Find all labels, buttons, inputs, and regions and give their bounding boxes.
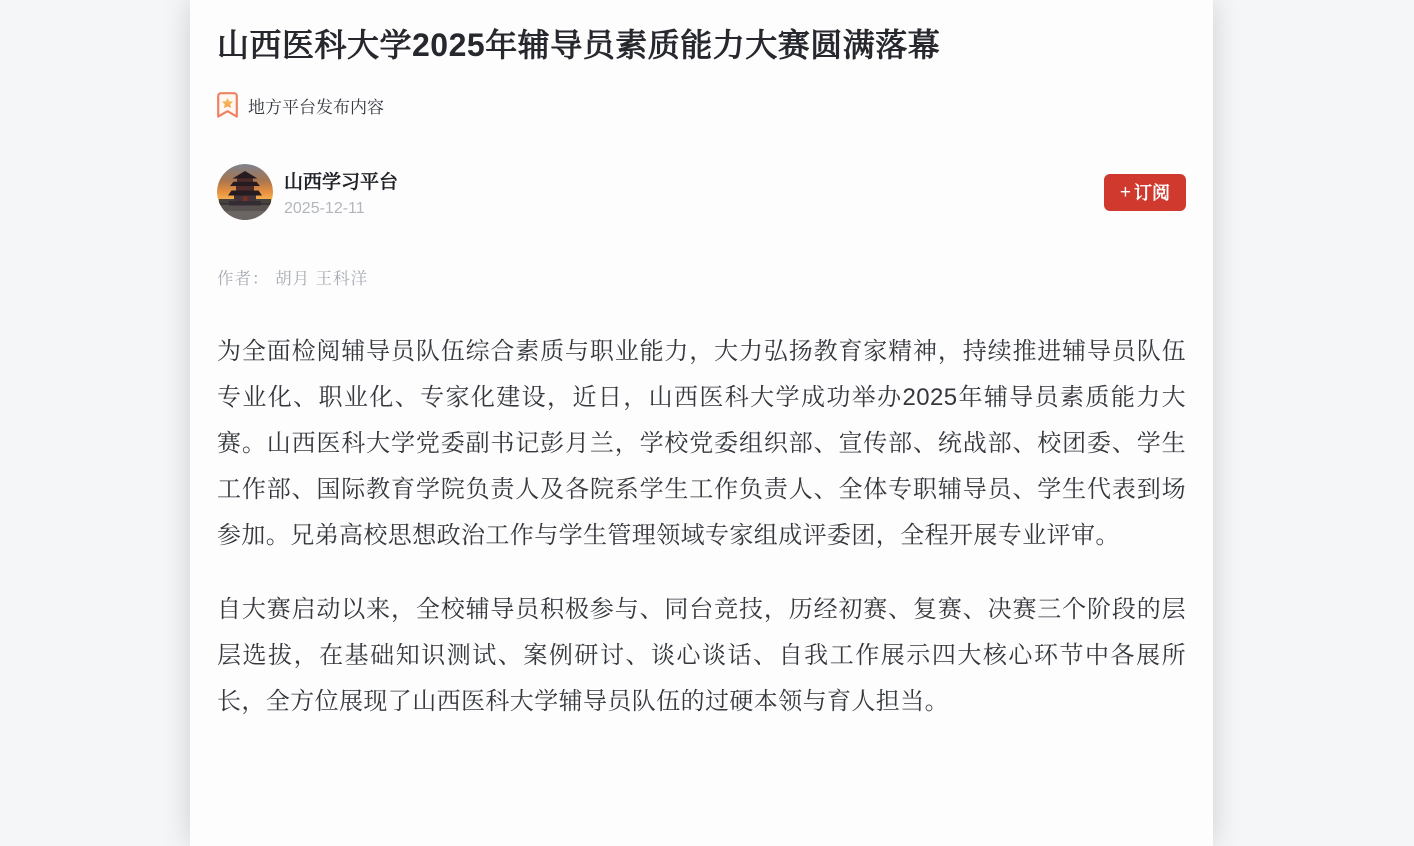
bookmark-star-icon xyxy=(217,92,238,118)
source-badge-label: 地方平台发布内容 xyxy=(248,97,384,117)
publisher-row xyxy=(217,164,1186,220)
publisher-name[interactable]: 山西学习平台 xyxy=(284,171,399,193)
publisher-avatar[interactable] xyxy=(217,164,273,220)
publisher-meta xyxy=(284,167,398,218)
article-title: 山西医科大学2025年辅导员素质能力大赛圆满落幕 xyxy=(217,27,941,63)
plus-icon: + xyxy=(1119,181,1131,203)
source-badge xyxy=(217,92,1186,118)
subscribe-button[interactable] xyxy=(1104,174,1186,211)
publish-date: 2025-12-11 xyxy=(284,199,365,217)
author-line: 作者： 胡月 王科洋 xyxy=(217,270,369,288)
subscribe-label: 订阅 xyxy=(1134,183,1170,203)
article-body xyxy=(217,329,1186,725)
article-paragraph-2: 自大赛启动以来，全校辅导员积极参与、同台竞技，历经初赛、复赛、决赛三个阶段的层层选拔，在基础知识测试、案例研讨、谈心谈话、自我工作展示四大核心环节中各展所长，全方位展现了山西医科大学辅导员队伍的过硬本领与育人担当。 xyxy=(217,596,1186,715)
article-paragraph-1: 为全面检阅辅导员队伍综合素质与职业能力，大力弘扬教育家精神，持续推进辅导员队伍专业化、职业化、专家化建设，近日，山西医科大学成功举办2025年辅导员素质能力大赛。山西医科大学党委副书记彭月兰，学校党委组织部、宣传部、统战部、校团委、学生工作部、国际教育学院负责人及各院系学生工作负责人、全体专职辅导员、学生代表到场参加。兄弟高校思想政治工作与学生管理领域专家组成评委团，全程开展专业评审。 xyxy=(217,338,1186,549)
article-card xyxy=(190,0,1213,846)
